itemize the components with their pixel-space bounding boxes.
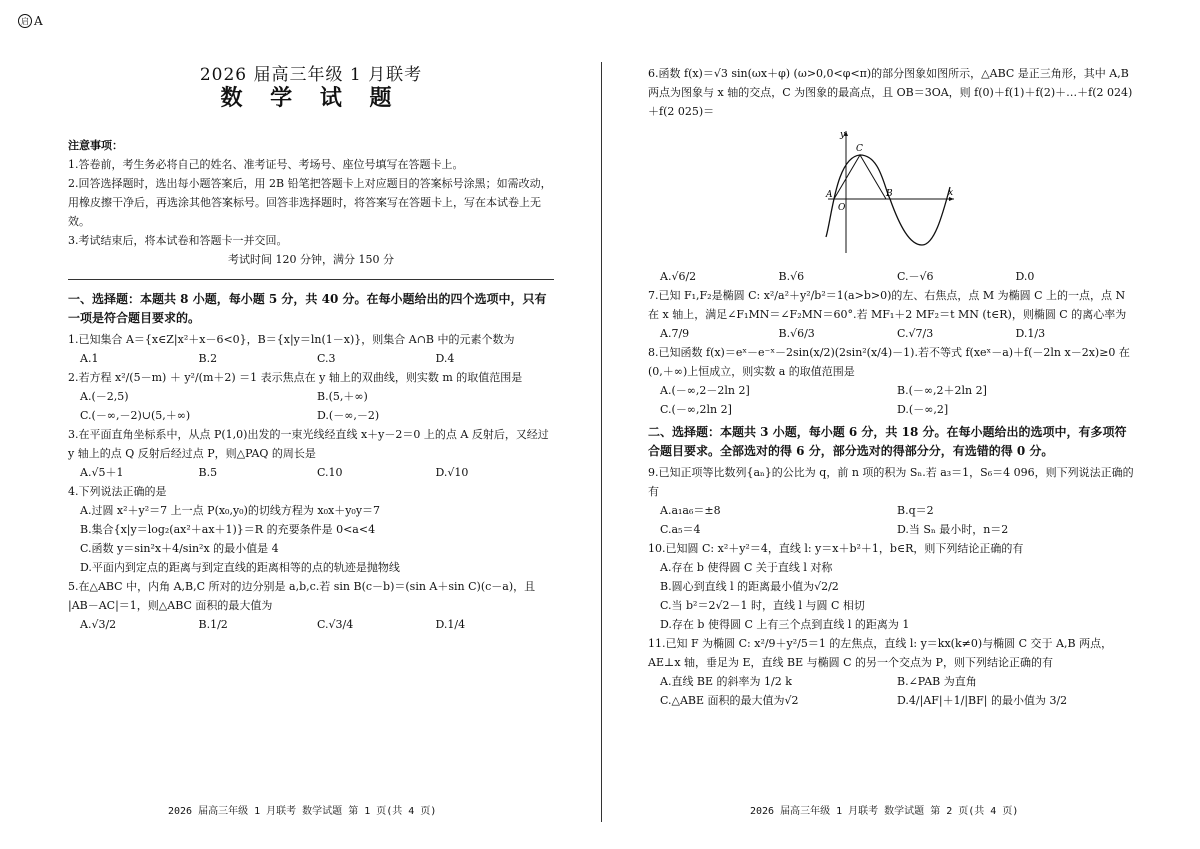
option: D.0 [1015, 270, 1035, 283]
option: C.3 [317, 352, 336, 365]
y-axis-label: y [840, 130, 846, 140]
column-divider [601, 62, 602, 822]
exam-title: 2026 届高三年级 1 月联考 [199, 65, 423, 85]
options-row [68, 463, 554, 482]
options-row [648, 267, 1134, 286]
page-2 [648, 64, 1134, 710]
note-item: 3.考试结束后，将本试卷和答题卡一并交回。 [68, 234, 288, 247]
question-1: 1.已知集合 A＝{x∈Z|x²＋x－6<0}，B＝{x|y＝ln(1－x)}，则集合 A∩B 中的元素个数为 [68, 333, 515, 346]
option: C.a₅＝4 [660, 523, 701, 536]
option: B.1/2 [198, 618, 228, 631]
corner-mark [18, 14, 43, 28]
option: B.2 [198, 352, 218, 365]
option: C.√3/4 [317, 618, 354, 631]
option: C.函数 y＝sin²x＋4/sin²x 的最小值是 4 [80, 542, 279, 555]
point-a-label: A [826, 190, 833, 200]
option: A.√6/2 [660, 270, 697, 283]
option: D.4 [435, 352, 455, 365]
option: A.1 [80, 352, 99, 365]
options-row [648, 691, 1134, 710]
question-8: 8.已知函数 f(x)＝eˣ－e⁻ˣ－2sin(x/2)(2sin²(x/4)－1).若不等式 f(xeˣ－a)＋f(－2ln x－2x)≥0 在(0,＋∞)上恒成立，则实数 a 的取值范围是 [648, 346, 1130, 378]
question-7: 7.已知 F₁,F₂是椭圆 C: x²/a²＋y²/b²＝1(a>b>0)的左、右焦点，点 M 为椭圆 C 上的一点，点 N 在 x 轴上，满足∠F₁MN＝∠F₂MN＝60°.若 MF₁＋2 MF₂＝t MN (t∈R)，则椭圆 C 的离心率为 [648, 289, 1127, 321]
options-row [68, 406, 554, 425]
option: C.10 [317, 466, 343, 479]
question-4: 4.下列说法正确的是 [68, 485, 167, 498]
option: C.△ABE 面积的最大值为√2 [660, 694, 799, 707]
option: A.存在 b 使得圆 C 关于直线 l 对称 [660, 561, 833, 574]
question-3: 3.在平面直角坐标系中，从点 P(1,0)出发的一束光线经直线 x＋y－2＝0 上的点 A 反射后，又经过 y 轴上的点 Q 反射后经过点 P，则△PAQ 的周长是 [68, 428, 549, 460]
option: A.√5＋1 [80, 466, 124, 479]
page-1 [68, 60, 554, 634]
seal-icon: 启 [18, 14, 32, 28]
option: C.当 b²＝2√2－1 时，直线 l 与圆 C 相切 [660, 599, 865, 612]
options-row [648, 520, 1134, 539]
question-11: 11.已知 F 为椭圆 C: x²/9＋y²/5＝1 的左焦点，直线 l: y＝kx(k≠0)与椭圆 C 交于 A,B 两点，AE⊥x 轴，垂足为 E，直线 BE 与椭圆 C 的另一个交点为 P，则下列结论正确的有 [648, 637, 1113, 669]
option: B.√6/3 [778, 327, 815, 340]
point-b-label: B [886, 189, 893, 199]
option: D.1/4 [435, 618, 466, 631]
section-2-heading: 二、选择题：本题共 3 小题，每小题 6 分，共 18 分。在每小题给出的选项中，有多项符合题目要求。全部选对的得 6 分，部分选对的得部分分，有选错的得 0 分。 [648, 425, 1127, 458]
option: D.√10 [435, 466, 469, 479]
version-label: A [34, 14, 43, 28]
options-row [68, 387, 554, 406]
option: D.(－∞,2] [897, 403, 949, 416]
option: B.∠PAB 为直角 [897, 675, 977, 688]
option: A.(－2,5) [80, 390, 129, 403]
option: D.存在 b 使得圆 C 上有三个点到直线 l 的距离为 1 [660, 618, 910, 631]
option: A.√3/2 [80, 618, 117, 631]
question-9: 9.已知正项等比数列{aₙ}的公比为 q，前 n 项的积为 Sₙ.若 a₃＝1，S₆＝4 096，则下列说法正确的有 [648, 466, 1134, 498]
option: A.过圆 x²＋y²＝7 上一点 P(x₀,y₀)的切线方程为 x₀x＋y₀y＝7 [80, 504, 381, 517]
footer-page-1: 2026 届高三年级 1 月联考 数学试题 第 1 页(共 4 页) [168, 806, 437, 817]
option: C.－√6 [897, 270, 934, 283]
options-row [648, 324, 1134, 343]
options-row [648, 501, 1134, 520]
sine-graph [818, 127, 958, 257]
option: D.1/3 [1015, 327, 1046, 340]
question-6: 6.函数 f(x)＝√3 sin(ωx＋φ) (ω>0,0<φ<π)的部分图象如图所示，△ABC 是正三角形，其中 A,B 两点为图象与 x 轴的交点，C 为图象的最高点，且 OB＝3OA，则 f(0)＋f(1)＋f(2)＋…＋f(2 024)＋f(2 025)＝ [648, 67, 1133, 118]
option: B.集合{x|y＝log₂(ax²＋ax＋1)}＝R 的充要条件是 0<a<4 [80, 523, 376, 536]
subject-title: 数 学 试 题 [220, 85, 402, 111]
exam-time: 考试时间 120 分钟，满分 150 分 [228, 253, 394, 266]
options-row [68, 349, 554, 368]
option: C.(－∞,2ln 2] [660, 403, 732, 416]
option: D.4/|AF|＋1/|BF| 的最小值为 3/2 [897, 694, 1068, 707]
question-10: 10.已知圆 C: x²＋y²＝4，直线 l: y＝x＋b²＋1，b∈R，则下列结论正确的有 [648, 542, 1024, 555]
option: B.(－∞,2＋2ln 2] [897, 384, 987, 397]
option: A.7/9 [660, 327, 690, 340]
option: B.圆心到直线 l 的距离最小值为√2/2 [660, 580, 839, 593]
note-item: 2.回答选择题时，选出每小题答案后，用 2B 铅笔把答题卡上对应题目的答案标号涂黑；如需改动，用橡皮擦干净后，再选涂其他答案标号。回答非选择题时，将答案写在答题卡上，写在本试卷上无效。 [68, 177, 552, 228]
option: A.直线 BE 的斜率为 1/2 k [660, 675, 792, 688]
option: C.√7/3 [897, 327, 934, 340]
option: B.(5,＋∞) [317, 390, 368, 403]
options-row [648, 381, 1134, 400]
question-5: 5.在△ABC 中，内角 A,B,C 所对的边分别是 a,b,c.若 sin B(c－b)＝(sin A＋sin C)(c－a)，且 |AB－AC|＝1，则△ABC 面积的最大值为 [68, 580, 536, 612]
option: A.a₁a₆＝±8 [660, 504, 721, 517]
option: A.(－∞,2－2ln 2] [660, 384, 750, 397]
option: D.当 Sₙ 最小时，n＝2 [897, 523, 1009, 536]
origin-label: O [838, 203, 846, 213]
question-2: 2.若方程 x²/(5－m) ＋ y²/(m＋2) ＝1 表示焦点在 y 轴上的双曲线，则实数 m 的取值范围是 [68, 371, 523, 384]
x-axis-label: x [948, 188, 954, 198]
footer-page-2: 2026 届高三年级 1 月联考 数学试题 第 2 页(共 4 页) [750, 806, 1019, 817]
section-1-heading: 一、选择题：本题共 8 小题，每小题 5 分，共 40 分。在每小题给出的四个选项中，只有一项是符合题目要求的。 [68, 292, 547, 325]
option: B.√6 [778, 270, 805, 283]
option: D.(－∞,－2) [317, 409, 380, 422]
option: C.(－∞,－2)∪(5,＋∞) [80, 409, 191, 422]
point-c-label: C [856, 144, 863, 154]
options-row [648, 400, 1134, 419]
note-item: 1.答卷前，考生务必将自己的姓名、准考证号、考场号、座位号填写在答题卡上。 [68, 158, 464, 171]
option: D.平面内到定点的距离与到定直线的距离相等的点的轨迹是抛物线 [80, 561, 400, 574]
divider [68, 279, 554, 280]
option: B.q＝2 [897, 504, 934, 517]
notes-heading: 注意事项： [68, 139, 123, 152]
options-row [648, 672, 1134, 691]
options-row [68, 615, 554, 634]
option: B.5 [198, 466, 218, 479]
